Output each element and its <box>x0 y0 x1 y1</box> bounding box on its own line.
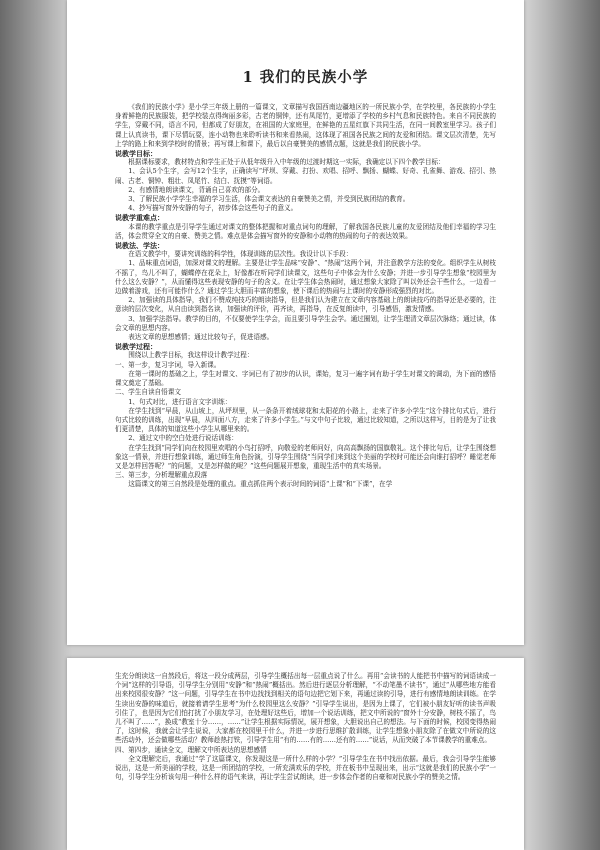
paragraph: 4、抄写描写窗外安静的句子，初步体会这些句子的意义。 <box>128 204 298 213</box>
document-title: 1 我们的民族小学 <box>242 69 369 86</box>
document-page-1 <box>67 0 524 645</box>
section-heading: 说教学目标： <box>115 149 157 159</box>
paragraph: 四、第四步，通读全文，理解文中所表达的思想感情 <box>115 745 267 754</box>
paragraph: 2、有感情地朗读课文，背诵自己喜欢的部分。 <box>128 185 265 194</box>
paragraph: 1、会认5个生字，会写12个生字，正确读写“坪坝、穿戴、打扮、欢唱、招呼、飘扬、蝴蝶、好奇、孔雀舞、游戏、招引、热闹、古老、铜钟、粗壮、凤尾竹、结白、抚摸”等词语。 <box>115 167 496 185</box>
paragraph: 三、第三步，分析理解重点段落 <box>115 471 208 480</box>
paragraph: 1、品味重点词语，加深对课文的理解。主要是让学生品味“安静”、“热闹”这两个词，并注意教学方法的变化。组织学生从树枝不摇了，鸟儿不叫了，蝴蝶停在花朵上，好像都在听同学们读课文，这些句子中体会为什么安静；并进一步引导学生想象“校园里为什么这么安静？”，从而懂得这些表现安静的句子的含义。在让学生体会热闹时，通过想象大家除了叫以外还会干些什么，一边看一边做着游戏，还有可能作什么？通过学生大胆而丰富的想象，使下课后的热闹与上课时的安静形成强烈的对比。 <box>115 259 496 296</box>
paragraph: 围绕以上教学目标，我这样设计教学过程： <box>128 351 254 360</box>
paragraph: 表达文章的思想感情；通过比较句子，促进语感。 <box>128 333 274 342</box>
page-2-content <box>115 672 496 782</box>
paragraph: 2、加强读的具体指导，我们不赞成纯技巧的朗读指导，但是我们认为建立在文章内容基础上的朗读技巧的指导还是必要的，注意读的层次变化，从自由读到指名读，加强读的评价，再齐读，再指导，在反复朗读中，引导感悟，激发情感。 <box>115 296 496 314</box>
section-heading: 说教学过程： <box>115 342 157 352</box>
page-1-content <box>115 0 496 490</box>
page-2-body <box>115 672 496 782</box>
section-heading: 说教学重难点： <box>115 213 164 223</box>
paragraph: 全文理解完后，我通过“学了这篇课文，你发现这是一所什么样的小学？”引导学生在书中找出依据。最后，我会引导学生能够说出，这是一所美丽的学校，这是一所团结的学校，一所充满欢乐的学校，并在板书中呈现出来，出示“这就是我们的民族小学”一句，引导学生分析该句用一种什么样的语气来读，再让学生尝试朗读，进一步体会作者的自豪和对民族小学的赞美之情。 <box>115 754 496 782</box>
paragraph: 本课的教学重点是引导学生通过对课文的整体把握和对重点词句的理解，了解我国各民族儿童的友爱团结及他们幸福的学习生活，体会贯穿全文的自豪、赞美之情。难点是体会描写窗外的安静和小动物的热闹的句子的表达效果。 <box>115 222 496 240</box>
section-heading: 说教法、学法： <box>115 241 164 251</box>
paragraph: 在学生找到“早晨，从山坡上，从坪坝里，从一条条开着绒球花和太阳花的小路上，走来了许多小学生”这个排比句式后，进行句式比较的训练，出现“早晨，从四面八方，走来了许多小学生。”与文中句子比较，通过比较知道，之所以这样写，目的是为了让我们更清楚，具体的知道这些小学生从哪里来的。 <box>115 406 496 434</box>
paragraph: 在第一课时的基础之上，学生对课文、字词已有了初步的认识，课始，复习一遍字词有助于学生对课文的调动，为下面的感悟课文奠定了基础。 <box>115 369 496 388</box>
paragraph: 在语文教学中，要讲究训练的科学性，体现训练的层次性。我设计以下手段： <box>128 250 353 259</box>
paragraph: 3、加强学法指导。教学的目的，不仅要使学生学会，而且要引导学生会学。通过圈划，让学生理清文章层次脉络；通过读，体会文章的思想内容。 <box>115 314 496 332</box>
paragraph: 3、了解民族小学学生幸福的学习生活，体会课文表达的自豪赞美之情，并受到民族团结的教育。 <box>128 195 410 204</box>
paragraph: 这篇课文的第三自然段是处理的重点。重点抓住两个表示时间的词语“上课”和“下课”，在学 <box>128 480 393 489</box>
paragraph: 一、第一步，复习字词，导入新课。 <box>115 360 221 369</box>
paragraph: 2、通过文中的空白处进行说话训练： <box>128 434 238 443</box>
document-page-2 <box>67 658 524 850</box>
paragraph: 1、句式对比，进行语言文字训练： <box>128 397 232 406</box>
paragraph: 在学生找到“同学们向在校园里欢唱的小鸟打招呼，向敬爱的老师问好，向高高飘扬的国旗敬礼。这个排比句后，让学生围绕想象这一情景，并进行想象训练，通过师生角色扮演，引导学生围绕“当同学们来到这个美丽的学校时可能还会向谁打招呼？睡觉老师又是怎样回答呢？”的问题，又是怎样做的呢？”这些问题展开想象，重现生活中的真实场景。 <box>115 443 496 470</box>
paragraph: 二、学生自读自悟课文 <box>115 388 181 397</box>
paragraph: 生充分朗读这一自然段后，将这一段分成两层，引导学生概括出每一层重点说了什么。再用“会读书的人能把书中描写的词语读成一个词”这样的引导语，引导学生分别用“安静”和“热闹”概括出。然后进行逐层分析理解，“不动笔墨不读书”，通过“从哪些地方能看出来校园很安静？”这一问题，引导学生在书中边找找到相关的语句边把它划下来，再通过读的引导，进行有感情地朗读训练。在学生读出安静的味道后，就接着请学生思考“为什么校园里这么安静？”引导学生说出，是因为上课了，它们被小朋友好听的读书声吸引住了，也是因为它们怕打扰了小朋友学习，在处理好这些后，增加一个说话训练，把文中所说的“窗外十分安静，树枝不摇了，鸟儿不叫了……”，换成“教室十分……，……”让学生根据实际情况，展开想象，大胆说出自己的想法。与下面的时候，校园变得热闹了，这时候，我就会让学生说说，大家都在校园里干什么，并进一步进行思维扩散训练，让学生想象小朋友除了在做文中所说的这些活动外，还会做哪些活动？教师趁热打铁，引导学生用“有的……有的……还有的……”说话，从而突破了本节课教学的重难点。 <box>115 672 496 745</box>
paragraph: 《我们的民族小学》是小学三年级上册的一篇课文，文章描写我国西南边疆地区的一所民族小学，在学校里，各民族的小学生身着鲜艳的民族服装，把学校装点得绚丽多彩，古老的铜钟，还有凤尾竹，更增添了学校的乡村气息和民族特色。来自不同民族的学生，穿戴不同，语言不同，但都成了好朋友，在祖国的大家庭里，在鲜艳的五星红旗下共同生活，在同一间教室里学习。孩子们课上认真读书，课下尽情玩耍，连小动物也来聆听读书和来看热闹，这体现了祖国各民族之间的友爱和团结。课文层次清楚，先写上学的路上和来到学校时的情景；再写课上和课下，最后以自豪赞美的感情点题，这就是我们的民族小学。 <box>115 103 496 148</box>
paragraph: 根据课标要求，教材特点和学生正处于从低年级升入中年级的过渡时期这一实际，我确定以下四个教学目标： <box>128 158 445 167</box>
page-1-body <box>115 103 496 490</box>
